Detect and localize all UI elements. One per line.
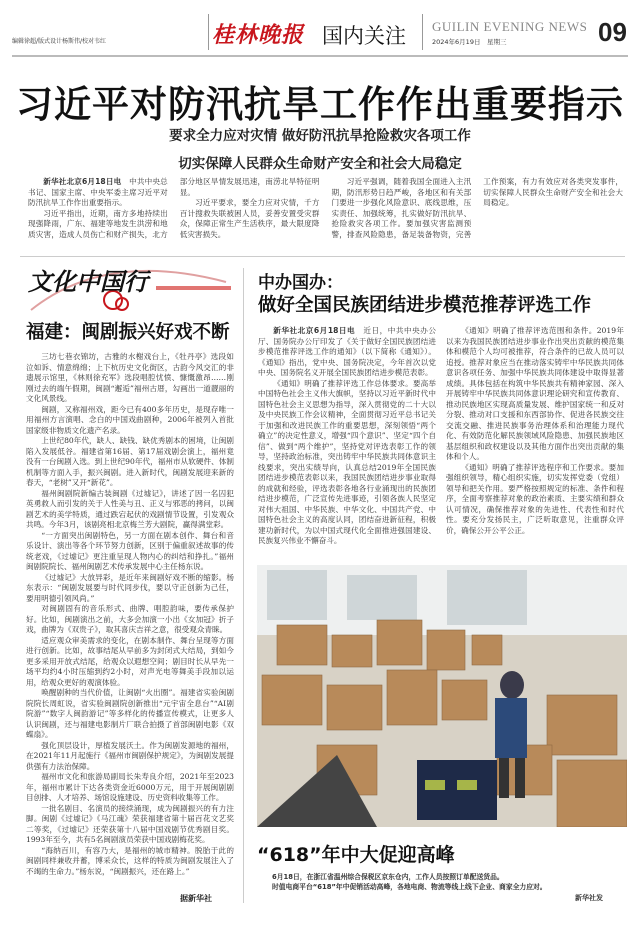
photo-headline: “618”年中大促迎高峰 [257,844,455,866]
unity-headline: 做好全国民族团结进步模范推荐评选工作 [258,295,592,316]
paragraph-text: 近日，中共中央办公厅、国务院办公厅印发了《关于做好全国民族团结进步模范推荐评选工作的通知》（以下简称《通知》）。《通知》指出，党中央、国务院决定，今年首次以党中央、国务院名义开展全国民族团结进步模范表彰。 [258,326,437,377]
lead-subhead: 切实保障人民群众生命财产安全和社会大局稳定 [178,156,462,172]
paragraph: 福州市文化和旅游局副局长朱寿良介绍，2021年至2023年，福州市累计下达各类资金近6000万元，用于开展闽剧剧目创排、人才培养、场馆设施建设、历史资料收集等工作。 [26,772,234,802]
culture-article-body [26,352,234,900]
column-logo-text: 文化中国行 [28,267,148,296]
paragraph: “一方面突出闽剧特色，另一方面在剧本创作、舞台和音乐设计、演出等各个环节努力创新，区别于偏重叙述故事的传统老戏，《过墟记》更注重呈现人物内心的纠结和挣扎。”福州闽剧院院长、福州闽剧艺术传承发展中心主任杨东说。 [26,530,234,571]
paragraph: 福州闽剧院新编古装闽剧《过墟记》，讲述了因一名囚犯英勇救人而引发的关于人性美与丑、正义与邪恶的拷问，以闽剧艺术的美学特质，通过跌宕起伏的戏剧情节设置，引发观众共鸣。今年3月，该剧亮相北京梅兰芳大剧院，赢得满堂彩。 [26,488,234,529]
paragraph: 上世纪80年代，缺人、缺钱、缺优秀剧本的困境，让闽剧陷入发展低谷。福建省第16届、第17届戏剧会演上，福州竟没有一台闽剧入选。到上世纪90年代，福州市从软硬件、体制机制等方面入手，振兴闽剧。进入新时代，闽剧发展迎来新的春天，“老树”又开“新花”。 [26,436,234,487]
issue-date: 2024年6月19日 星期三 [432,38,507,46]
paragraph: 三坊七巷衣锦坊，古雅的水榭戏台上，《牡丹亭》选段如泣如诉、情意绵绵；上下杭历史文化街区，古韵今风交汇的非遗展示馆里，《林则徐充军》选段唱腔忧愤、慷慨激昂……刚刚过去的端午假期，闽剧“邂逅”福州古厝，勾画出一道靓丽的文化风景线。 [26,352,234,403]
dateline: 新华社北京6月18日电 [43,177,122,186]
paragraph: 《通知》明确了推荐评选程序和工作要求。要加强组织领导，精心组织实施，切实发挥党委（党组）领导和把关作用。要严格按照规定的标准、条件和程序，全面考察推荐对象的政治素质、主要实绩和群众认可情况，确保推荐对象的先进性、代表性和时代性。要充分发扬民主，广泛听取意见，注重群众评价，确保公开公平公正。 [446,462,624,535]
dateline: 新华社北京6月18日电 [273,326,356,335]
paragraph: 适应观众审美需求的变化，在剧本制作、舞台呈现等方面进行创新。比如，故事结尾从早前多为封闭式大结局，到如今更多采用开放式结尾，给观众以遐想空间；剧目时长从早先一场平均约4小时压缩到约2小时，对声光电等舞美手段加以运用，给观众更好的观演体验。 [26,635,234,687]
paragraph: 《过墟记》大放异彩，是近年来闽剧好戏不断的缩影。杨东表示：“闽剧发展要与时代同步伐，要以守正创新为己任，要用明德引领风尚。” [26,572,234,603]
paragraph: 习近平指出，近期，南方多地持续出现强降雨，广东、福建等地发生洪涝和地质灾害，造成人员伤亡和财产损失，北方部分地区旱情发展迅速，南涝北旱特征明显。 [28,177,320,239]
photo-caption [272,872,547,892]
culture-column-logo [26,260,236,318]
paragraph [258,326,436,379]
editor-credits: 编辑徐超/版式设计杨斯伟/校对韦红 [12,38,107,45]
unity-headline-kicker: 中办国办： [258,273,343,293]
page-number: 09 [598,17,627,47]
english-name: GUILIN EVENING NEWS [432,19,588,34]
warehouse-photo [257,565,627,827]
divider [208,14,209,50]
paragraph: “海纳百川，有容乃大，是福州的城市精神。脱胎于此的闽剧同样兼收并蓄，博采众长，这样的特质为闽剧发展注入了不竭的生命力。”杨东说，“闽剧振兴，还在路上。” [26,845,234,876]
caption-line: 时值电商平台“618”年中促销活动高峰，各地电商、物流等线上线下企业、商家全力应对。 [272,883,547,891]
paragraph: 对闽剧固有的音乐形式、曲牌、唱腔韵味，要传承保护好。比如，闽剧演出之前，大多会加演一小出《女加冠》折子戏，曲牌为《双贵子》，取其喜庆吉祥之意，很受观众青睐。 [26,604,234,634]
divider [20,256,625,257]
culture-headline: 福建：闽剧振兴好戏不断 [26,322,230,343]
newspaper-logo: 桂林晚报 [212,22,305,48]
column-divider [243,268,244,903]
paragraph: 《通知》明确了推荐评选工作总体要求。要高举中国特色社会主义伟大旗帜，坚持以习近平新时代中国特色社会主义思想为指导，深入贯彻党的二十大以及中央民族工作会议精神，全面贯彻习近平总书记关于加强和改进民族工作的重要思想，深刻领悟“两个确立”的决定性意义，增强“四个意识”、坚定“四个自信”、做到“两个维护”，坚持党对评选表彰工作的领导，坚持政治标准，突出铸牢中华民族共同体意识主线要求，突出实绩导向，认真总结2019年全国民族团结进步模范表彰以来，我国民族团结进步事业取得的成就和经验，评选表彰各地各行业涌现出的民族团结进步模范，广泛宣传先进事迹，引领各族人民坚定对伟大祖国、中华民族、中华文化、中国共产党、中国特色社会主义的高度认同，团结奋进新征程，积极建功新时代，为以中国式现代化全面推进强国建设、民族复兴伟业不懈奋斗。 [258,378,436,545]
caption-line: 6月18日，在浙江省温州综合保税区京东仓内，工作人员按照订单配送货品。 [272,873,504,881]
lead-subhead: 要求全力应对灾情 做好防汛抗旱抢险救灾各项工作 [169,128,471,144]
section-title: 国内关注 [322,24,406,48]
masthead-rule [12,55,628,57]
paragraph: 习近平要求，要全力应对灾情，千方百计搜救失联被困人员，妥善安置受灾群众，保障正常生产生活秩序，最大限度降低灾害损失。 [179,198,320,239]
paragraph: 《通知》明确了推荐评选范围和条件。2019年以来为我国民族团结进步事业作出突出贡献的模范集体和模范个人均可被推荐，符合条件的已故人员可以追授。推荐对象应当在推动落实铸牢中华民族共同体意识各项任务、加强中华民族共同体建设中取得显著成绩。具体包括在构筑中华民族共有精神家园、深入开展铸牢中华民族共同体意识理论研究和宣传教育、推动民族地区实现高质量发展、维护国家统一和反对分裂、推动对口支援和东西部协作、促进各民族交往交流交融、推进民族事务治理体系和治理能力现代化、有效防范化解民族领域风险隐患、加强民族地区基层组织和政权建设以及其他方面作出突出贡献的集体和个人。 [446,326,624,461]
lead-headline: 习近平对防汛抗旱工作作出重要指示 [16,83,624,126]
paragraph: 唤醒剧种的当代价值，让闽剧“火出圈”。福建省实验闽剧院院长周虹说，省实验闽剧院创新推出“元宇宙全息台”“AI剧院游”“数字人闽韵游记”等多样化的传播宣传模式，让更多人认识闽剧，还与福建电影制片厂联合拍摄了首部闽剧电影《双蝶扇》。 [26,688,234,739]
paragraph: 一批名剧目、名演员的接续涌现，成为闽剧振兴的有力注脚。闽剧《过墟记》《马江魂》荣获福建省第十届百花文艺奖二等奖，《过墟记》还荣获第十八届中国戏剧节优秀剧目奖。1993年至今，共有5名闽剧演员荣获中国戏剧梅花奖。 [26,803,234,844]
paragraph [28,177,168,209]
divider [422,14,423,50]
lead-article-body [28,177,623,252]
paragraph-text: 中共中央总书记、国家主席、中央军委主席习近平对防汛抗旱工作作出重要指示。 [28,177,168,207]
paragraph: 习近平强调，随着我国全面进入主汛期，防汛形势日趋严峻，各地区和有关部门要进一步强化风险意识、底线思维，压实责任、加强统筹，扎实做好防汛抗旱、抢险救灾各项工作。要加强灾害监测预警，排查风险隐患，备足装备物资，完善工作预案，有力有效应对各类突发事件，切实保障人民群众生命财产安全和社会大局稳定。 [331,177,623,239]
culture-source: 据新华社 [180,894,212,903]
paragraph: 强化顶层设计，厚植发展沃土。作为闽剧发源地的福州，在2021年11月起施行《福州市闽剧保护规定》，为闽剧发展提供强有力法治保障。 [26,740,234,771]
unity-article-body [258,326,624,558]
photo-credit: 新华社发 [575,894,603,902]
paragraph: 闽剧，又称福州戏，距今已有400多年历史，是现存唯一用福州方言演唱、念白的中国戏曲剧种，2006年被列入首批国家级非物质文化遗产名录。 [26,404,234,435]
